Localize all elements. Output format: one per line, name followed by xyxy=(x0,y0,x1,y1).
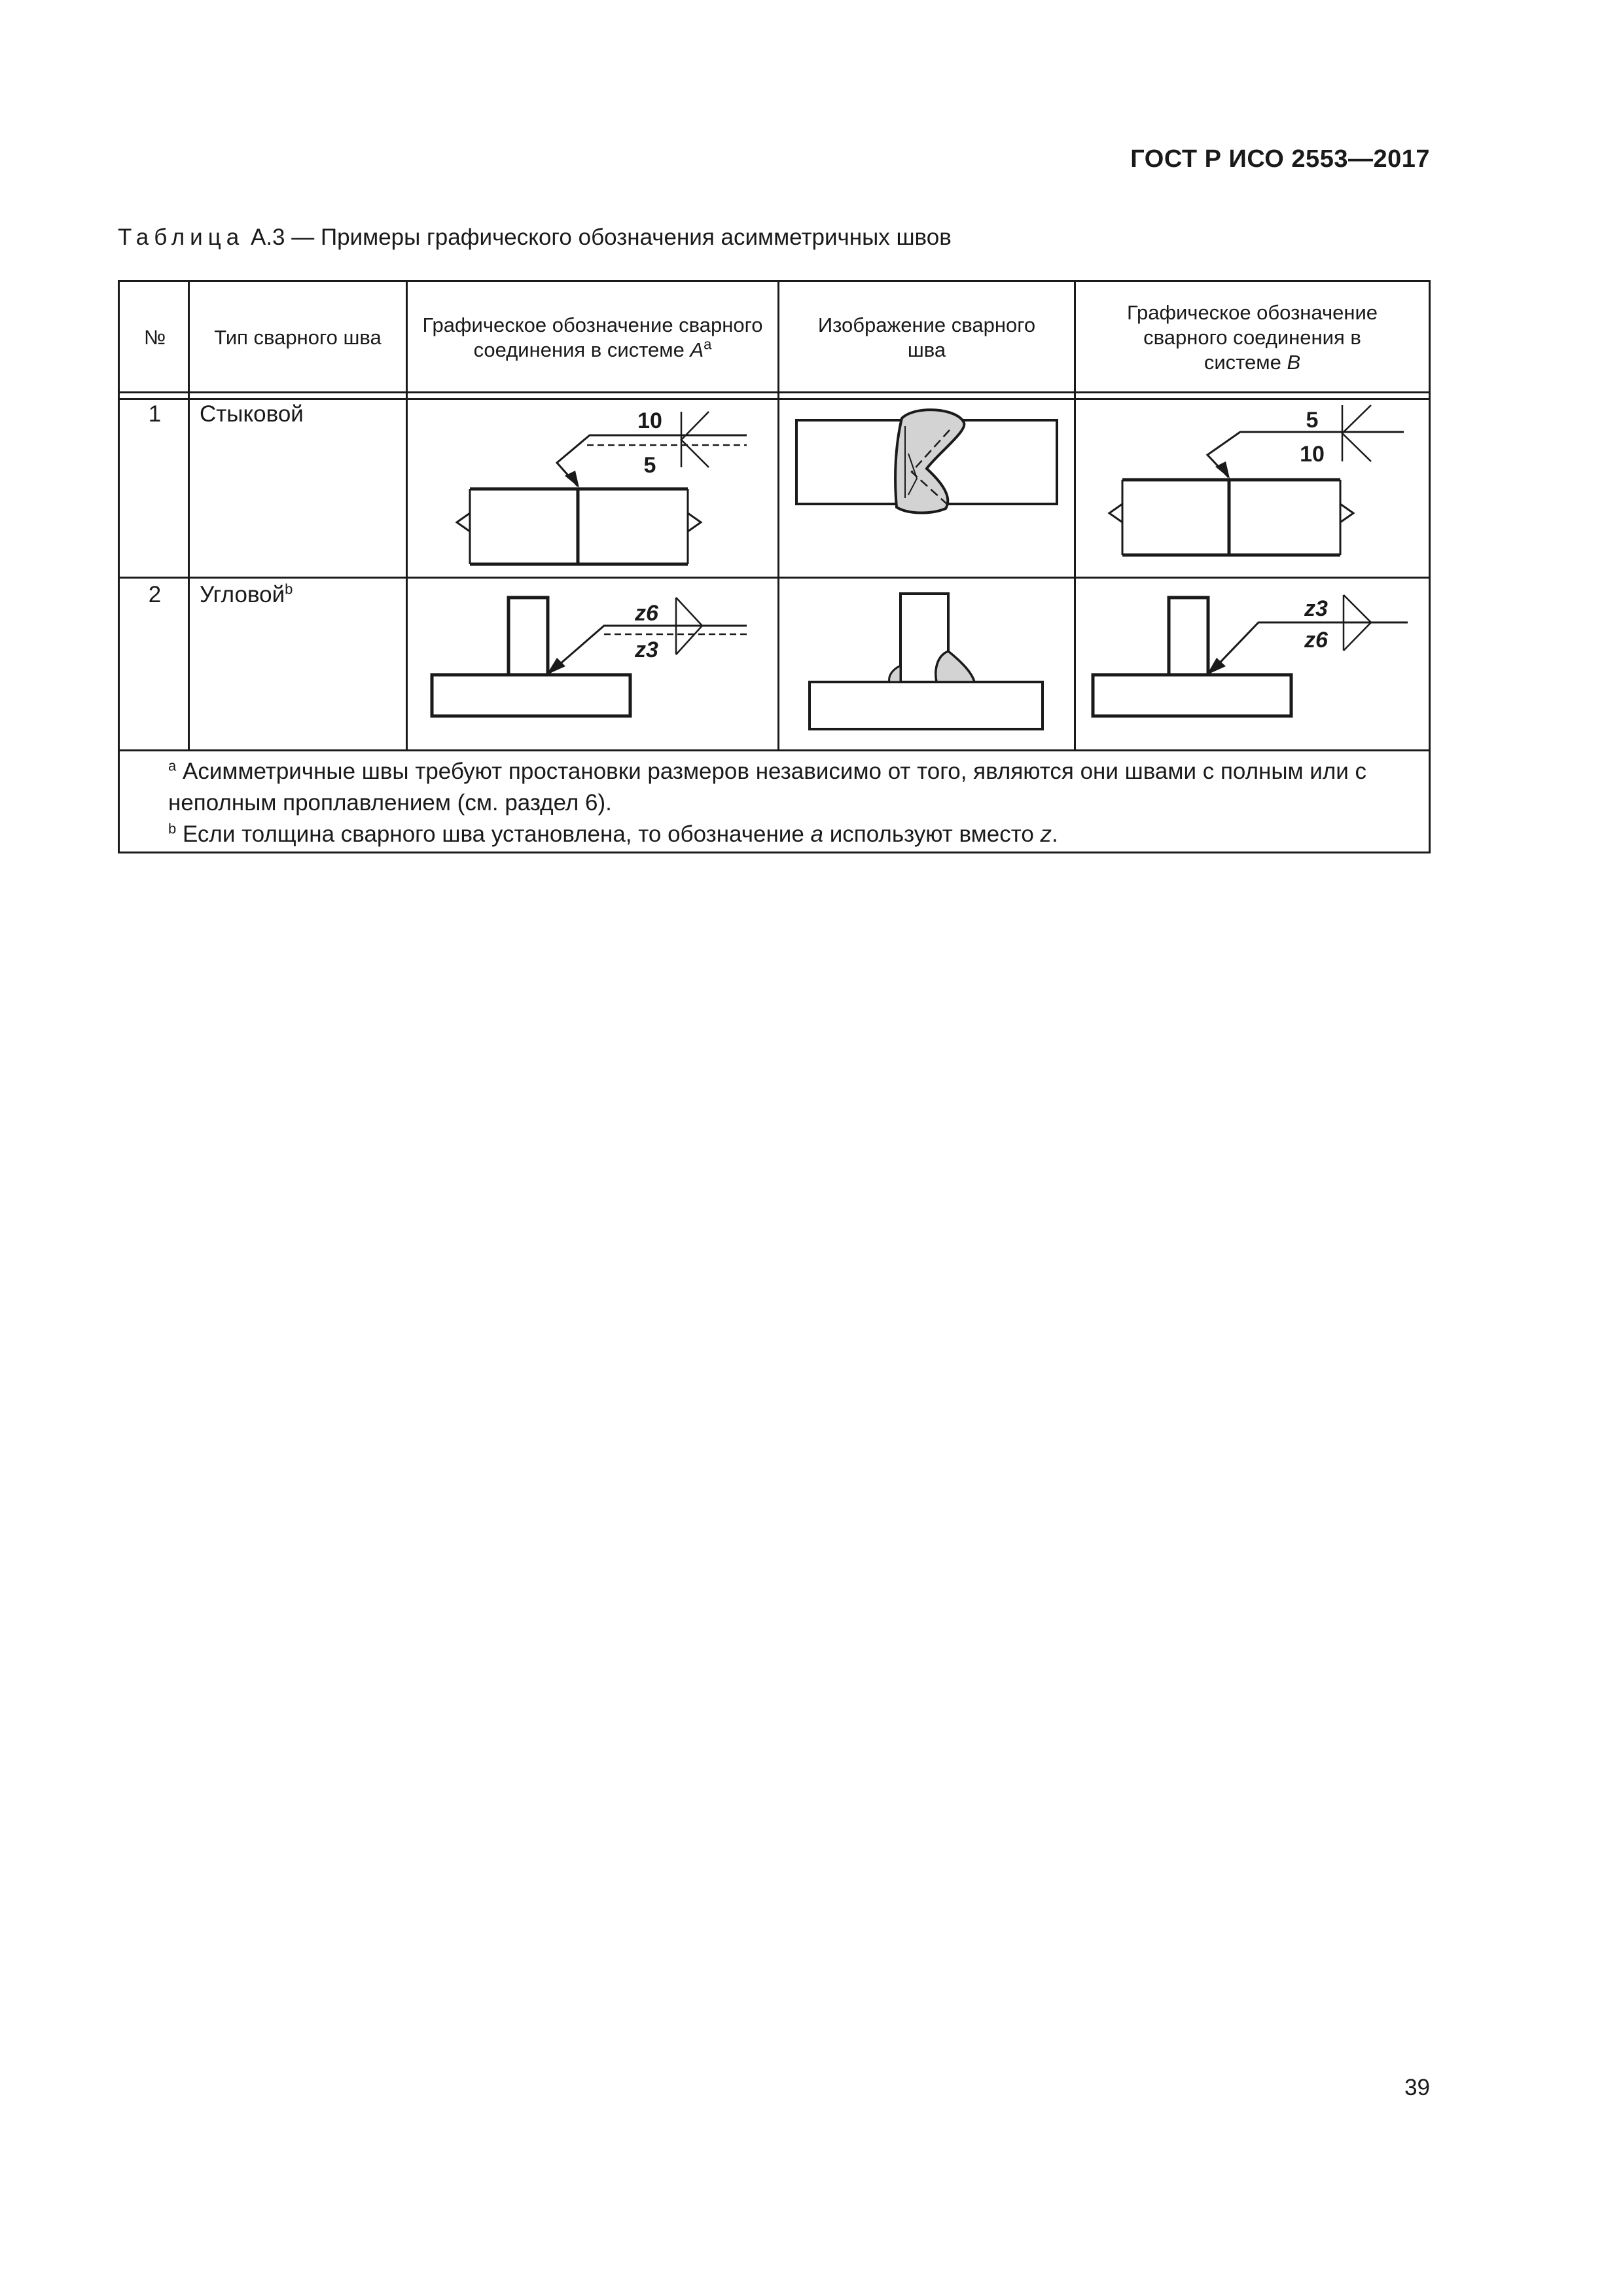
table-notes xyxy=(120,756,1429,850)
butt-weld-image xyxy=(796,410,1057,512)
footnote-ref-b: b xyxy=(285,581,293,598)
note-b-marker: b xyxy=(168,820,177,837)
row-2-type-text: Угловой xyxy=(200,582,285,607)
weld-drawings xyxy=(120,282,1429,749)
note-a xyxy=(132,756,1419,819)
document-code: ГОСТ Р ИСО 2553—2017 xyxy=(1130,145,1430,173)
note-a-text: Асимметричные швы требуют простановки размеров независимо от того, являются они швами с полным или с неполным проплавлением (см. раздел 6). xyxy=(168,759,1367,816)
row-2-a-top-dim: z6 xyxy=(635,601,658,626)
header-system-a-letter: A xyxy=(690,338,704,361)
header-num: № xyxy=(143,326,166,349)
row-2-b-bottom-dim: z6 xyxy=(1304,628,1328,653)
note-b-italic-a: a xyxy=(810,821,823,847)
table-caption xyxy=(118,224,952,251)
note-b-text-middle: используют вместо xyxy=(829,821,1034,847)
fillet-weld-image xyxy=(810,594,1043,729)
butt-weld-system-b-symbol xyxy=(1109,405,1404,555)
page-number: 39 xyxy=(1404,2075,1430,2100)
row-1-type: Стыковой xyxy=(200,401,304,427)
header-system-b-letter: B xyxy=(1287,351,1301,374)
row-1-a-bottom-dim: 5 xyxy=(643,453,656,478)
row-2-num: 2 xyxy=(148,582,162,607)
weld-symbols-table xyxy=(118,280,1431,853)
header-weld-type: Тип сварного шва xyxy=(214,326,382,349)
header-weld-image: Изображение сварного шва xyxy=(817,314,1036,361)
notes-divider xyxy=(120,749,1429,751)
note-b xyxy=(132,819,1419,850)
row-1-b-top-dim: 5 xyxy=(1306,408,1319,433)
row-1-num: 1 xyxy=(148,401,162,427)
note-b-text-end: . xyxy=(1052,821,1058,847)
row-2-a-bottom-dim: z3 xyxy=(635,637,658,662)
note-a-marker: a xyxy=(168,757,177,774)
butt-weld-system-a-symbol xyxy=(457,412,747,564)
table-caption-number: А.3 xyxy=(250,224,285,250)
note-b-italic-z: z xyxy=(1040,821,1052,847)
table-caption-label: Таблица xyxy=(118,224,245,250)
row-1-b-bottom-dim: 10 xyxy=(1300,442,1325,467)
row-1-a-top-dim: 10 xyxy=(637,408,662,433)
row-2-b-top-dim: z3 xyxy=(1304,596,1328,621)
header-system-a-text: Графическое обозначение сварного соединения в системе xyxy=(422,314,763,361)
header-system-b-text: Графическое обозначение сварного соединения в системе xyxy=(1126,301,1378,374)
note-b-text-before: Если толщина сварного шва установлена, то обозначение xyxy=(182,821,804,847)
fillet-weld-system-a-symbol xyxy=(432,598,747,716)
fillet-weld-system-b-symbol xyxy=(1093,595,1408,716)
table-caption-title: — Примеры графического обозначения асимметричных швов xyxy=(291,224,952,250)
footnote-ref-a: a xyxy=(704,336,712,353)
